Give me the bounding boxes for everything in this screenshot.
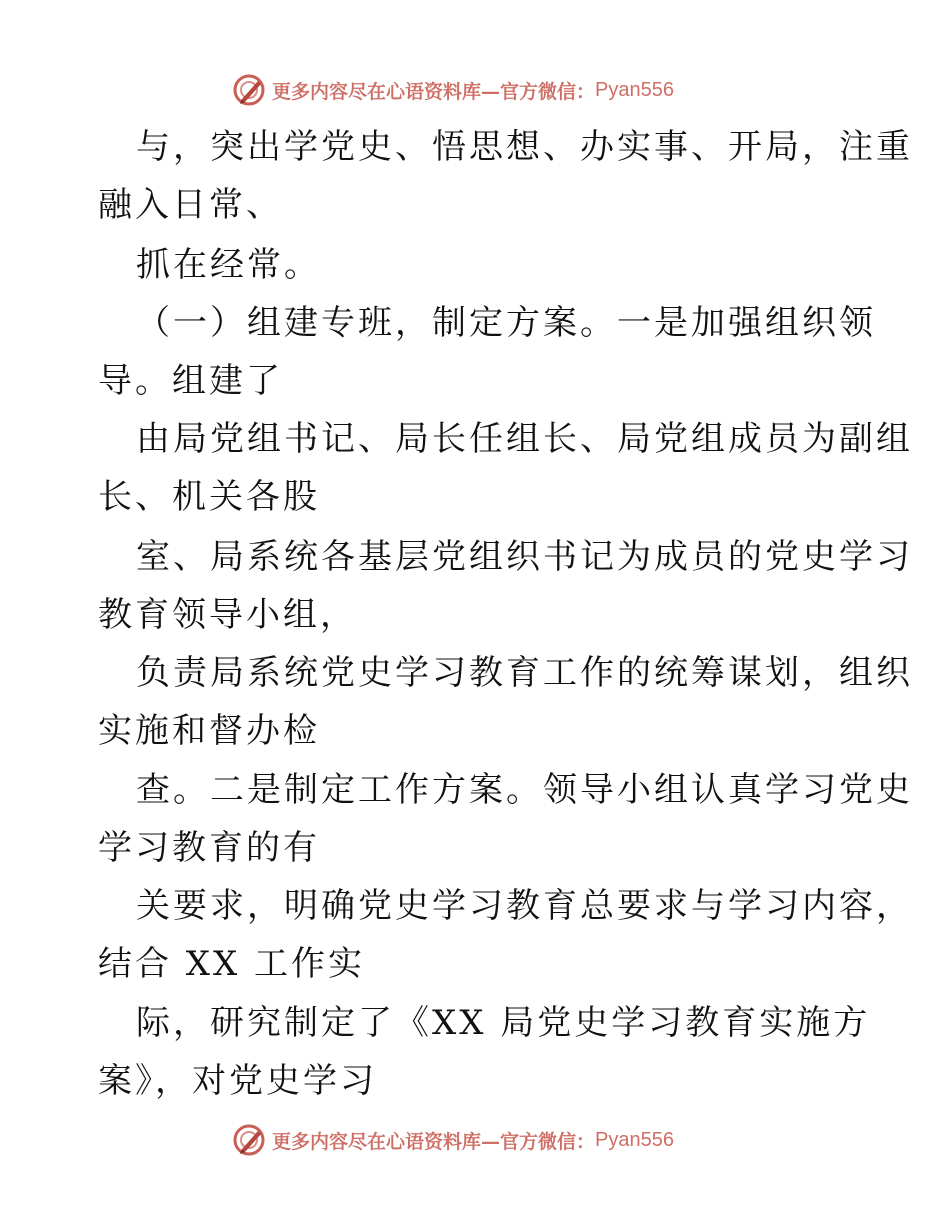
text-line: 负责局系统党史学习教育工作的统筹谋划，组织 (136, 653, 913, 693)
text-line: 关要求，明确党史学习教育总要求与学习内容， (136, 886, 913, 926)
text-line: 与，突出学党史、悟思想、办实事、开局，注重 (136, 127, 913, 167)
pen-logo-icon (232, 73, 266, 107)
watermark-wechat-id: Pyan556 (595, 1128, 674, 1151)
text-line: 融入日常、 (98, 185, 283, 225)
header-watermark (232, 72, 674, 108)
text-line: 学习教育的有 (98, 828, 320, 868)
text-line: 案》，对党史学习 (98, 1061, 377, 1101)
watermark-wechat-id: Pyan556 (595, 78, 674, 101)
watermark-text: 更多内容尽在心语资料库—官方微信： (272, 1130, 596, 1153)
text-line: 教育领导小组， (98, 595, 357, 635)
text-line: 际，研究制定了《XX 局党史学习教育实施方 (136, 1003, 871, 1043)
text-line: 由局党组书记、局长任组长、局党组成员为副组 (136, 419, 913, 459)
text-line: 导。组建了 (98, 361, 283, 401)
text-line: 查。二是制定工作方案。领导小组认真学习党史 (136, 770, 913, 810)
footer-watermark (232, 1122, 674, 1158)
text-line: 实施和督办检 (98, 711, 320, 751)
watermark-text: 更多内容尽在心语资料库—官方微信： (272, 80, 596, 103)
text-line: 抓在经常。 (136, 245, 321, 285)
text-line: 长、机关各股 (98, 477, 320, 517)
text-line: 室、局系统各基层党组织书记为成员的党史学习 (136, 537, 913, 577)
text-line: 结合 XX 工作实 (98, 944, 366, 984)
pen-logo-icon (232, 1123, 266, 1157)
text-line: （一）组建专班，制定方案。一是加强组织领 (136, 303, 876, 343)
